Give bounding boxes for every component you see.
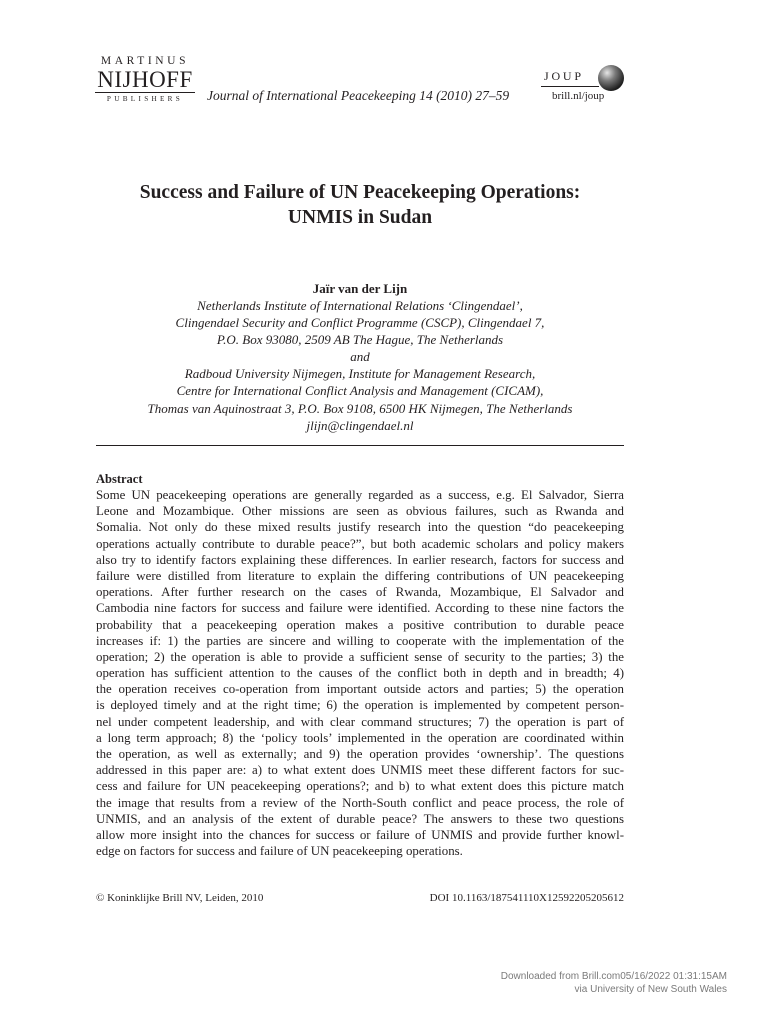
abstract-line: increases if: 1) the parties are sincere and willing to cooperate with the implementation of the [96, 633, 624, 648]
abstract-heading: Abstract [96, 472, 143, 486]
article-title-line1: Success and Failure of UN Peacekeeping Operations: [139, 182, 581, 203]
abstract-line: the image that results from a review of the North-South conflict and peace process, the role of [96, 795, 624, 810]
journal-citation: Journal of International Peacekeeping 14 (2010) 27–59 [207, 88, 510, 103]
abstract-line: also try to identify factors explaining these differences. In earlier research, factors for success and [96, 552, 624, 567]
affiliation-line: Clingendael Security and Conflict Programme (CSCP), Clingendael 7, [175, 315, 545, 331]
abstract-line: is deployed timely and at the right time; 6) the operation is implemented by competent person- [96, 698, 624, 713]
abstract-line: the operation receives co-operation from important outside actors and parties; 5) the operation [96, 682, 624, 697]
abstract-line: Some UN peacekeeping operations are generally regarded as a success, e.g. El Salvador, Sierra [96, 488, 624, 502]
section-divider [96, 445, 624, 446]
joup-logo-word: JOUP [544, 69, 584, 83]
affiliation-line: Centre for International Conflict Analysis and Management (CICAM), [176, 383, 544, 399]
author-email[interactable]: jlijn@clingendael.nl [306, 417, 414, 433]
abstract-line: edge on factors for success and failure of UN peacekeeping operations. [96, 844, 463, 859]
publisher-logo [95, 55, 195, 104]
abstract-line: cess and failure for UN peacekeeping operations?; and b) to what extent does this picture match [96, 779, 624, 794]
author-name: Jaïr van der Lijn [312, 281, 408, 296]
affiliation-line: Netherlands Institute of International Relations ‘Clingendael’, [197, 298, 523, 313]
download-watermark-line2: via University of New South Wales [574, 984, 727, 995]
publisher-logo-line1: MARTINUS [100, 55, 190, 67]
abstract-line: a long term approach; 8) the ‘policy tools’ implemented in the operation are coordinated within [96, 730, 624, 745]
abstract-line: addressed in this paper are: a) to what extent does UNMIS meet these different factors for suc- [96, 763, 624, 778]
download-watermark-line1: Downloaded from Brill.com05/16/2022 01:31:15AM [500, 971, 727, 982]
abstract-line: probability that a peacekeeping operation makes a positive contribution to durable peace [96, 617, 624, 632]
abstract-body [96, 487, 624, 859]
article-title [96, 180, 624, 230]
joup-sphere-icon [597, 64, 625, 92]
publisher-logo-line3: PUBLISHERS [95, 92, 195, 104]
abstract-line: operation; 2) the operation is able to provide a sufficient sense of security to the parties; 3) the [96, 649, 624, 664]
abstract-line: operation has sufficient attention to the causes of the conflict both in depth and in breadth; 4) [96, 666, 624, 681]
article-title-line2: UNMIS in Sudan [287, 207, 433, 228]
download-watermark [420, 970, 727, 996]
abstract-line: failure were distilled from literature to explain the differing contributions of UN peacekeeping [96, 568, 624, 583]
affiliation-line: Radboud University Nijmegen, Institute for Management Research, [184, 366, 536, 382]
abstract-line: Somalia. Not only do these mixed results justify research into the question “do peacekeeping [96, 520, 624, 535]
affiliation-line: and [350, 349, 370, 365]
author-affiliation [96, 297, 624, 434]
abstract-line: allow more insight into the chances for success or failure of UNMIS and provide further knowl- [96, 827, 624, 842]
abstract-line: nel under competent leadership, and with clear command structures; 7) the operation is part of [96, 714, 624, 729]
joup-logo-rule [541, 86, 599, 87]
journal-url[interactable]: brill.nl/joup [552, 90, 605, 102]
affiliation-line: Thomas van Aquinostraat 3, P.O. Box 9108, 6500 HK Nijmegen, The Netherlands [147, 400, 573, 416]
doi-identifier[interactable]: DOI 10.1163/187541110X12592205205612 [429, 892, 624, 904]
abstract-line: operations actually contribute to durable peace?”, but both academic scholars and policy makers [96, 536, 624, 551]
publisher-logo-line2: NIJHOFF [97, 67, 193, 92]
abstract-line: Leone and Mozambique. Other missions are seen as obvious failures, such as Rwanda and [96, 504, 624, 519]
copyright-notice: © Koninklijke Brill NV, Leiden, 2010 [96, 892, 264, 904]
abstract-line: Cambodia nine factors for success and failure were identified. According to these nine factors the [96, 601, 624, 616]
abstract-line: operations. After further research on the cases of Rwanda, Mozambique, El Salvador and [96, 585, 624, 600]
affiliation-line: P.O. Box 93080, 2509 AB The Hague, The Netherlands [216, 332, 504, 348]
abstract-line: the operation, as well as externally; and 9) the operation provides ‘ownership’. The questions [96, 747, 624, 761]
abstract-line: UNMIS, and an analysis of the extent of durable peace? The answers to these two questions [96, 811, 624, 826]
